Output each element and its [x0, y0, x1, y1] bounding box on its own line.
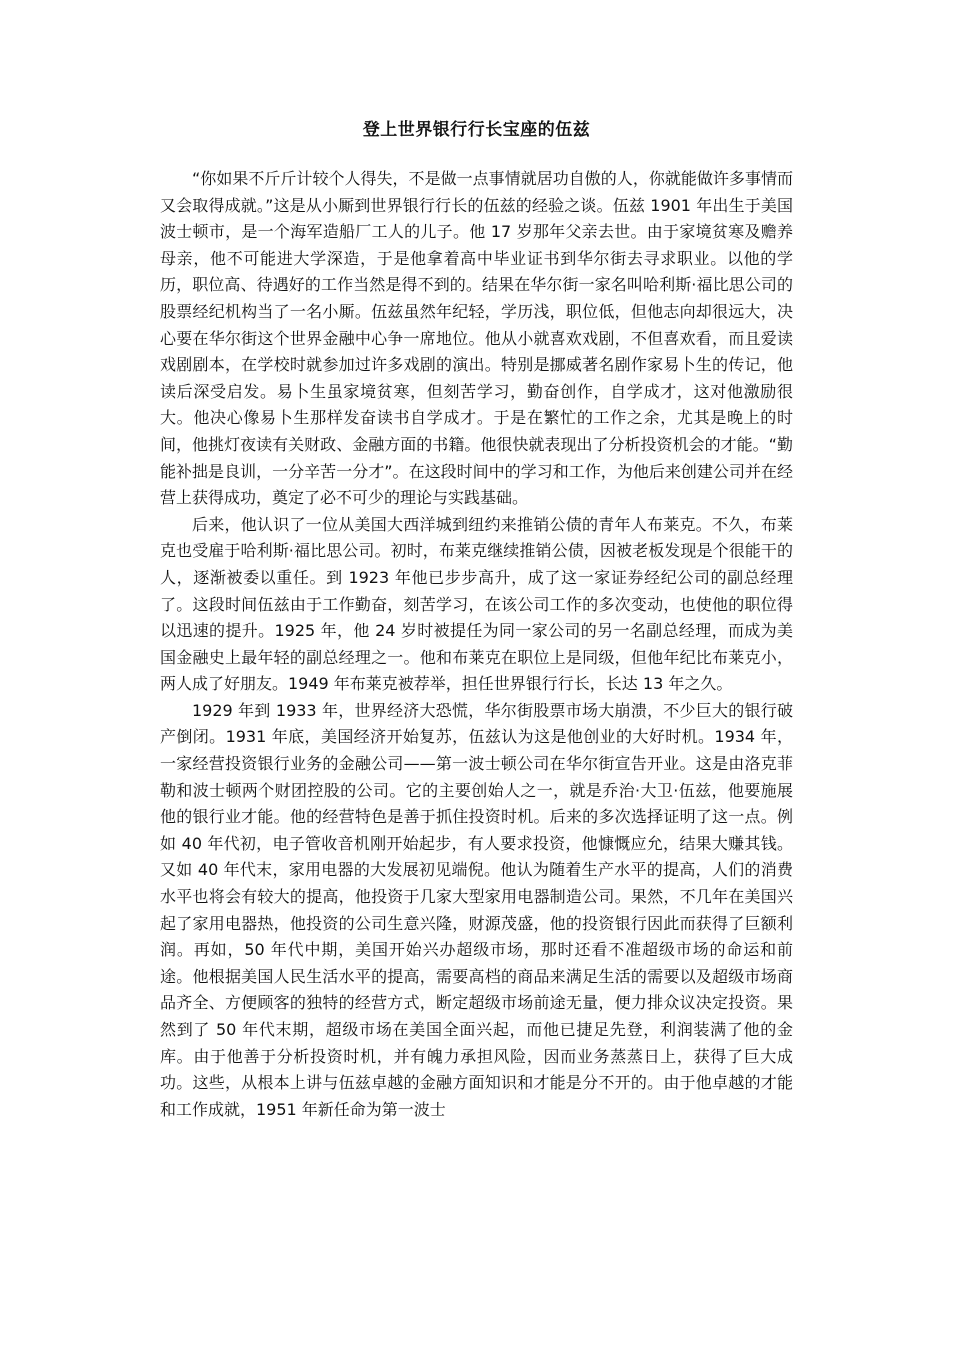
paragraph-3: 1929 年到 1933 年，世界经济大恐慌，华尔街股票市场大崩溃，不少巨大的银行破产倒闭。1931 年底，美国经济开始复苏，伍兹认为这是他创业的大好时机。1934 年，一家经营投资银行业务的金融公司——第一波士顿公司在华尔街宣告开业。这是由洛克菲勒和波士顿两个财团控股的公司。它的主要创始人之一，就是乔治·大卫·伍兹，他要施展他的银行业才能。他的经营特色是善于抓住投资时机。后来的多次选择证明了这一点。例如 40 年代初，电子管收音机刚开始起步，有人要求投资，他慷慨应允，结果大赚其钱。又如 40 年代末，家用电器的大发展初见端倪。他认为随着生产水平的提高，人们的消费水平也将会有较大的提高，他投资于几家大型家用电器制造公司。果然，不几年在美国兴起了家用电器热，他投资的公司生意兴隆，财源茂盛，他的投资银行因此而获得了巨额利润。再如，50 年代中期，美国开始兴办超级市场，那时还看不准超级市场的命运和前途。他根据美国人民生活水平的提高，需要高档的商品来满足生活的需要以及超级市场商品齐全、方便顾客的独特的经营方式，断定超级市场前途无量，便力排众议决定投资。果然到了 50 年代末期，超级市场在美国全面兴起，而他已捷足先登，利润装满了他的金库。由于他善于分析投资时机，并有魄力承担风险，因而业务蒸蒸日上，获得了巨大成功。这些，从根本上讲与伍兹卓越的金融方面知识和才能是分不开的。由于他卓越的才能和工作成就，1951 年新任命为第一波士: [160, 700, 793, 1119]
document-body: [160, 166, 793, 1123]
paragraph-2: 后来，他认识了一位从美国大西洋城到纽约来推销公债的青年人布莱克。不久，布莱克也受雇于哈利斯·福比思公司。初时，布莱克继续推销公债，因被老板发现是个很能干的人，逐渐被委以重任。到 1923 年他已步步高升，成了这一家证券经纪公司的副总经理了。这段时间伍兹由于工作勤奋，刻苦学习，在该公司工作的多次变动，也使他的职位得以迅速的提升。1925 年，他 24 岁时被提任为同一家公司的另一名副总经理，而成为美国金融史上最年轻的副总经理之一。他和布莱克在职位上是同级，但他年纪比布莱克小，两人成了好朋友。1949 年布莱克被荐举，担任世界银行行长，长达 13 年之久。: [160, 514, 793, 694]
paragraph-1: “你如果不斤斤计较个人得失，不是做一点事情就居功自傲的人，你就能做许多事情而又会取得成就。”这是从小厮到世界银行行长的伍兹的经验之谈。伍兹 1901 年出生于美国波士顿市，是一个海军造船厂工人的儿子。他 17 岁那年父亲去世。由于家境贫寒及赡养母亲，他不可能进大学深造，于是他拿着高中毕业证书到华尔街去寻求职业。以他的学历，职位高、待遇好的工作当然是得不到的。结果在华尔街一家名叫哈利斯·福比思公司的股票经纪机构当了一名小厮。伍兹虽然年纪轻，学历浅，职位低，但他志向却很远大，决心要在华尔街这个世界金融中心争一席地位。他从小就喜欢戏剧，不但喜欢看，而且爱读戏剧剧本，在学校时就参加过许多戏剧的演出。特别是挪威著名剧作家易卜生的传记，他读后深受启发。易卜生虽家境贫寒，但刻苦学习，勤奋创作，自学成才，这对他激励很大。他决心像易卜生那样发奋读书自学成才。于是在繁忙的工作之余，尤其是晚上的时间，他挑灯夜读有关财政、金融方面的书籍。他很快就表现出了分析投资机会的才能。“勤能补拙是良训，一分辛苦一分才”。在这段时间中的学习和工作，为他后来创建公司并在经营上获得成功，奠定了必不可少的理论与实践基础。: [160, 169, 793, 508]
document-title: 登上世界银行行长宝座的伍兹: [362, 120, 591, 140]
